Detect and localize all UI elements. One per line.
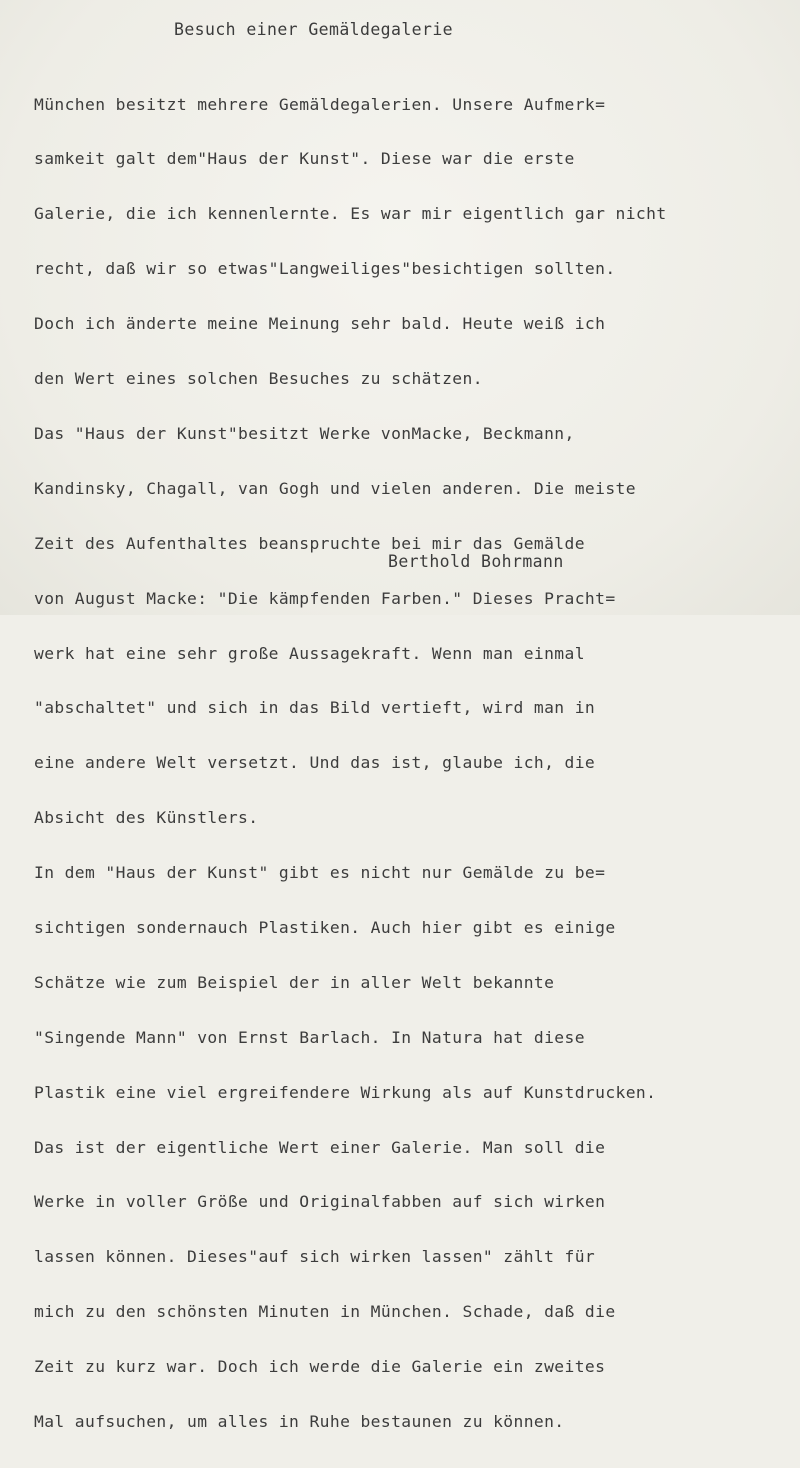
text-line: Werke in voller Größe und Originalfabben auf sich wirken xyxy=(34,1192,606,1212)
text-line: werk hat eine sehr große Aussagekraft. Wenn man einmal xyxy=(34,643,585,663)
text-line: Zeit des Aufenthaltes beanspruchte bei mir das Gemälde xyxy=(34,533,585,553)
essay-title: Besuch einer Gemäldegalerie xyxy=(174,20,454,39)
text-line: Absicht des Künstlers. xyxy=(34,808,259,828)
text-line: sichtigen sondernauch Plastiken. Auch hier gibt es einige xyxy=(34,917,616,937)
text-line: lassen können. Dieses"auf sich wirken lassen" zählt für xyxy=(34,1247,596,1267)
author-signature: Berthold Bohrmann xyxy=(388,552,564,571)
text-line: Plastik eine viel ergreifendere Wirkung als auf Kunstdrucken. xyxy=(34,1082,657,1102)
text-line: mich zu den schönsten Minuten in München. Schade, daß die xyxy=(34,1302,616,1322)
text-line: Zeit zu kurz war. Doch ich werde die Galerie ein zweites xyxy=(34,1357,606,1377)
text-line: München besitzt mehrere Gemäldegalerien. Unsere Aufmerk= xyxy=(34,94,606,114)
text-line: Galerie, die ich kennenlernte. Es war mir eigentlich gar nicht xyxy=(34,204,667,224)
text-line: Das ist der eigentliche Wert einer Galerie. Man soll die xyxy=(34,1137,606,1157)
text-line: "Singende Mann" von Ernst Barlach. In Natura hat diese xyxy=(34,1027,585,1047)
text-line: Kandinsky, Chagall, van Gogh und vielen anderen. Die meiste xyxy=(34,478,636,498)
text-line: Das "Haus der Kunst"besitzt Werke vonMacke, Beckmann, xyxy=(34,423,575,443)
text-line: eine andere Welt versetzt. Und das ist, glaube ich, die xyxy=(34,753,596,773)
text-line: Mal aufsuchen, um alles in Ruhe bestaunen zu können. xyxy=(34,1411,565,1431)
text-line: den Wert eines solchen Besuches zu schätzen. xyxy=(34,369,483,389)
text-line: "abschaltet" und sich in das Bild vertieft, wird man in xyxy=(34,698,596,718)
text-line: Doch ich änderte meine Meinung sehr bald. Heute weiß ich xyxy=(34,314,606,334)
text-line: In dem "Haus der Kunst" gibt es nicht nur Gemälde zu be= xyxy=(34,863,606,883)
text-line: recht, daß wir so etwas"Langweiliges"besichtigen sollten. xyxy=(34,259,616,279)
text-line: samkeit galt dem"Haus der Kunst". Diese war die erste xyxy=(34,149,575,169)
text-line: von August Macke: "Die kämpfenden Farben." Dieses Pracht= xyxy=(34,588,616,608)
essay-body xyxy=(34,59,790,1468)
text-line: Schätze wie zum Beispiel der in aller Welt bekannte xyxy=(34,972,555,992)
